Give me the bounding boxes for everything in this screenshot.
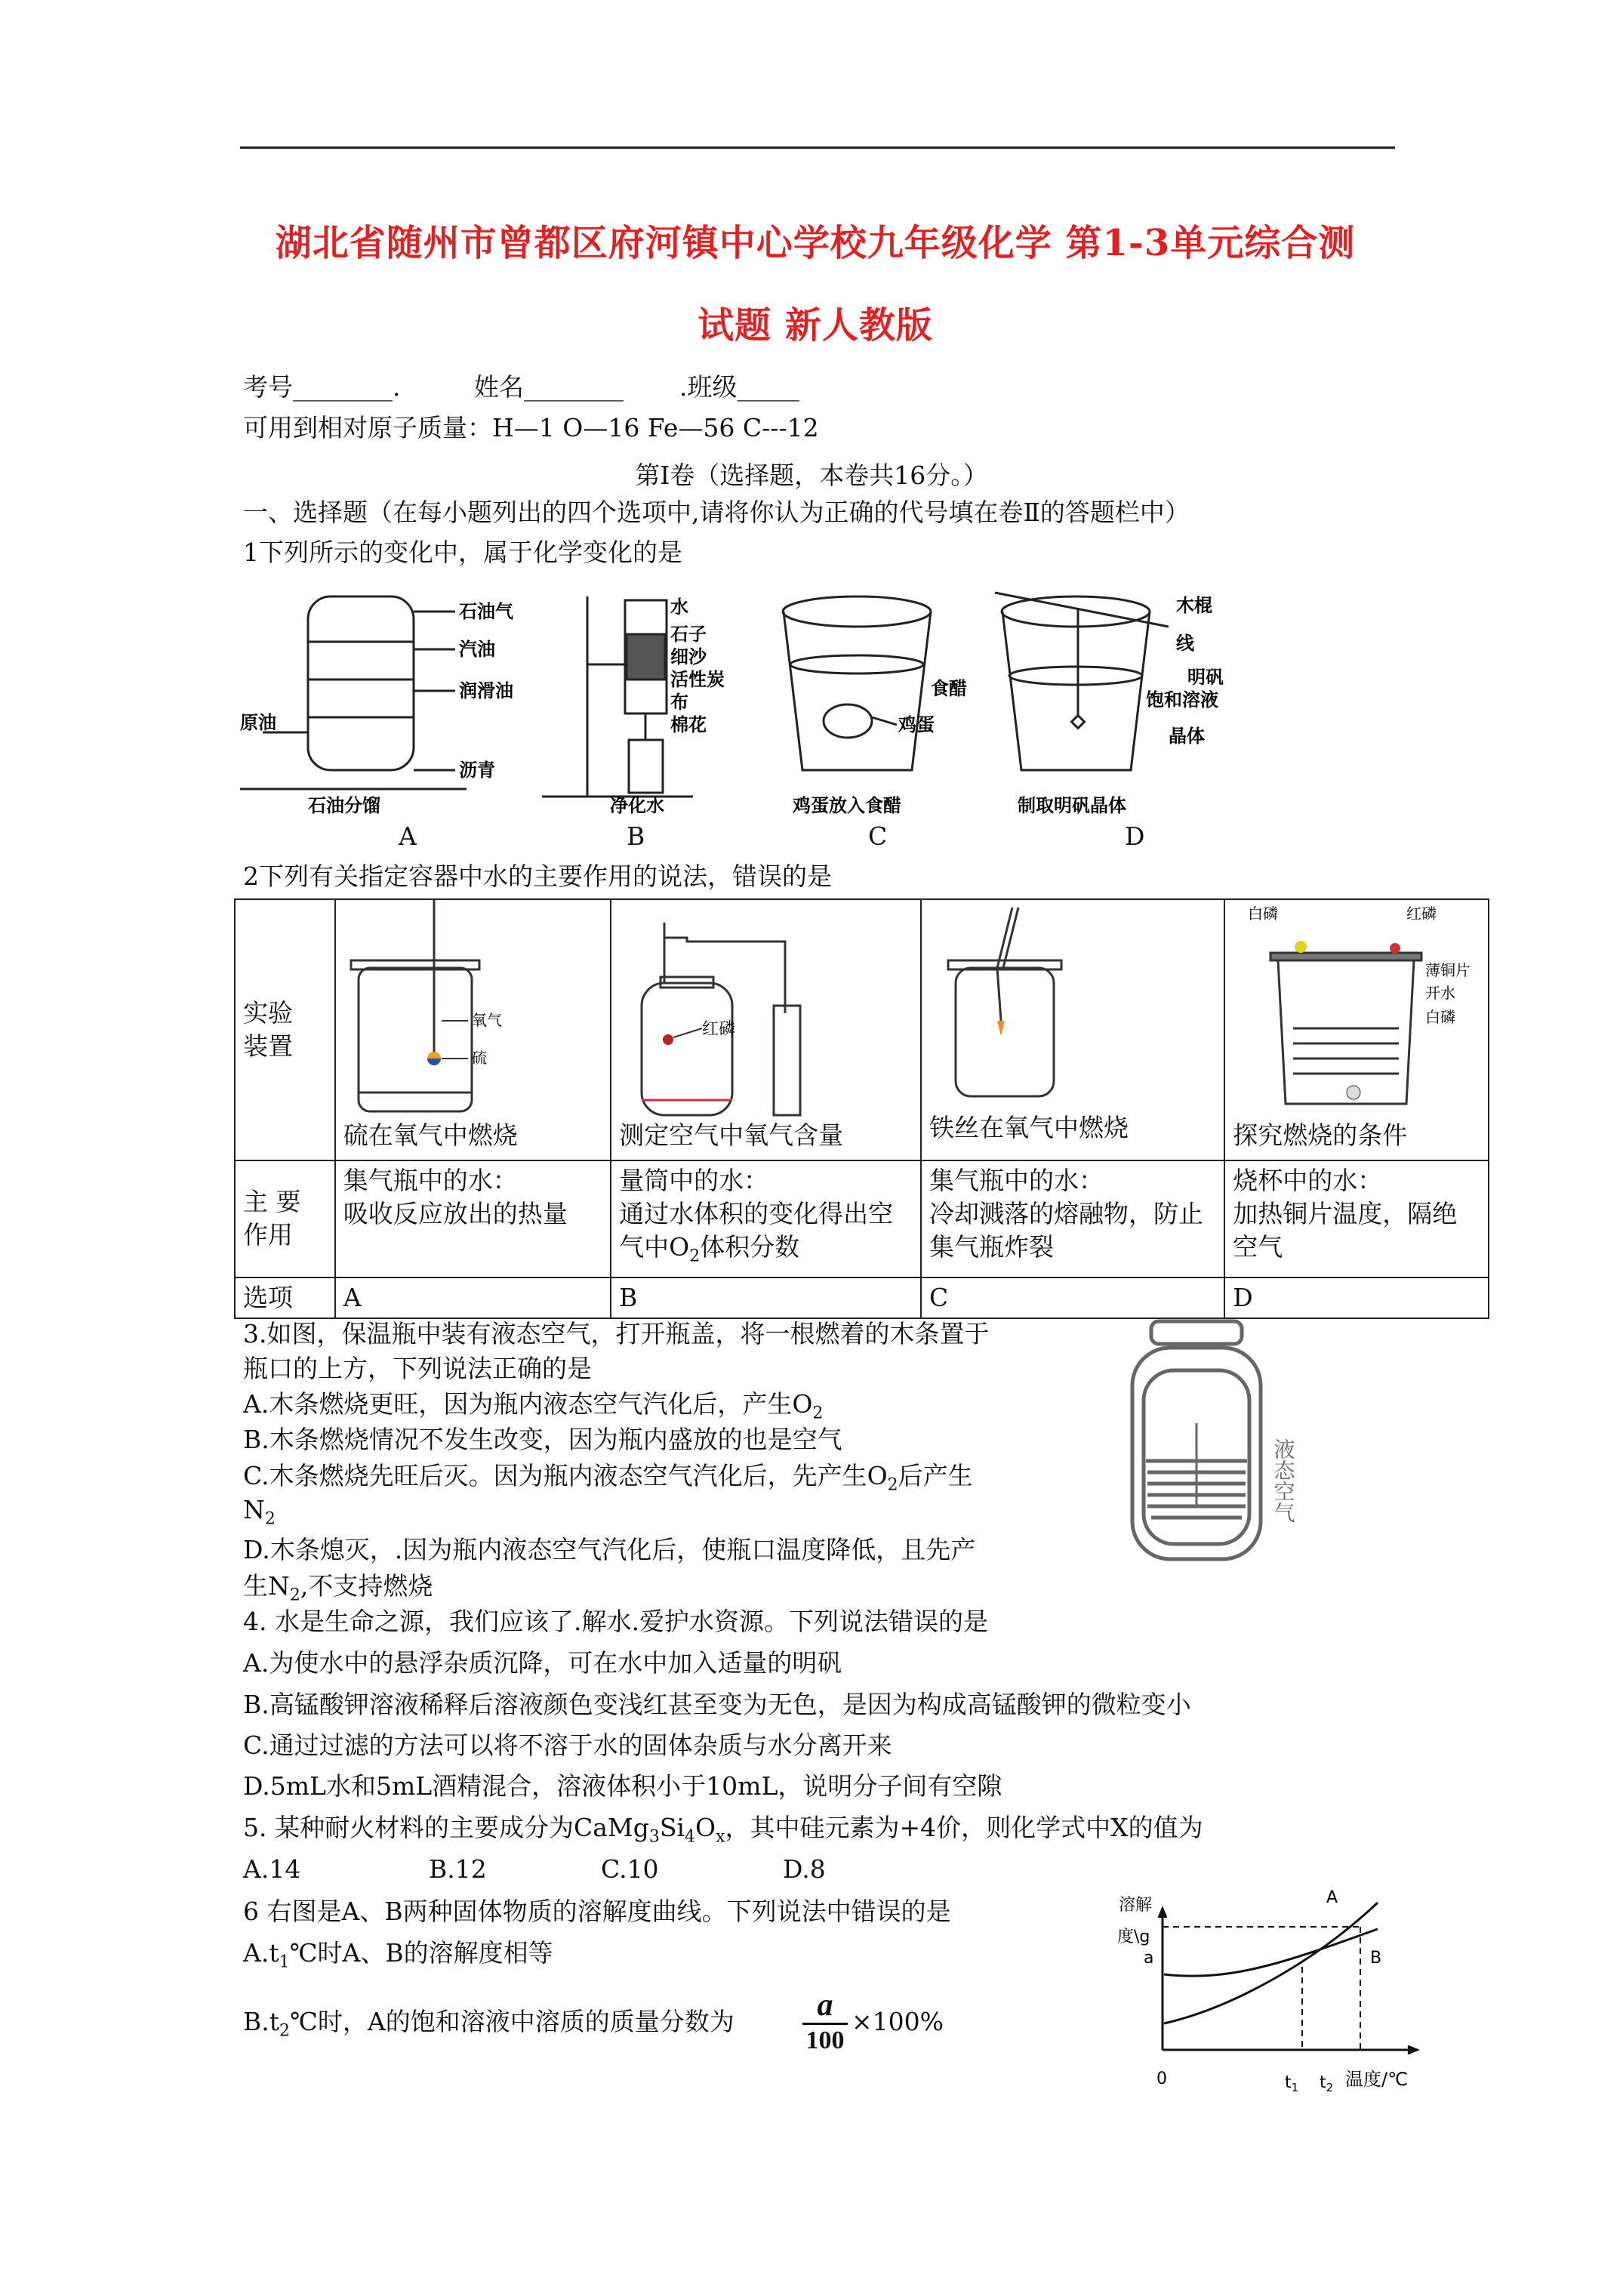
q3-option-c-2: $N_2$ [243,1495,276,1529]
q4-option-a: A.为使水中的悬浮杂质沉降，可在水中加入适量的明矾 [243,1648,842,1678]
q2-fig4-label-4: 白磷 [1425,1008,1456,1026]
q2-fig1-label-1: 硫 [471,1049,487,1067]
q1-fig-c [783,596,931,770]
q4-stem: 4. 水是生命之源，我们应该了.解水.爱护水资源。下列说法错误的是 [243,1607,988,1636]
q2-caption-1: 硫在氧气中燃烧 [343,1120,518,1150]
q2-option-d: D [1224,1277,1489,1318]
q2-fig4-label-2: 薄铜片 [1425,961,1471,979]
q1d-label-1: 线 [1176,633,1194,654]
q5-option-c: C.10 [601,1854,659,1884]
q2-device-2 [611,899,921,1160]
q3-stem-1: 3.如图，保温瓶中装有液态空气，打开瓶盖，将一根燃着的木条置于 [243,1319,990,1348]
q2-option-b: B [611,1277,921,1318]
q2-role-title-3: 集气瓶中的水： [929,1166,1104,1195]
q2-fig-combustion [1225,900,1474,1119]
q6-option-a: $A.t_1℃$时A、B的溶解度相等 [243,1938,553,1972]
class-field: .班级_____ [679,372,799,402]
header-rule [240,146,1395,149]
q1c-label-0: 食醋 [931,678,967,699]
q6-graph-curve-b-label: B [1370,1949,1382,1968]
q3-option-b: B.木条燃烧情况不发生改变，因为瓶内盛放的也是空气 [243,1425,842,1454]
q1b-caption: 净化水 [610,795,664,816]
curve-a [1164,1903,1378,2023]
q4-option-d: D.5mL水和5mL酒精混合，溶液体积小于10mL，说明分子间有空隙 [243,1771,1002,1801]
q1d-label-2: 明矾 [1187,667,1224,688]
atomic-masses: 可用到相对原子质量：H—1 O—16 Fe—56 C---12 [243,413,819,442]
q3-thermos-figure [1117,1318,1329,1567]
section-title: 第Ⅰ卷（选择题，本卷共16分。） [635,461,988,490]
q1a-label-1: 汽油 [459,639,495,660]
q6-fraction [802,1988,848,2057]
q1-letter-d: D [1125,821,1145,851]
q2-role-4 [1224,1160,1489,1277]
q6-stem: 6 右图是A、B两种固体物质的溶解度曲线。下列说法中错误的是 [243,1897,951,1926]
q6-graph-xlabel: 温度/℃ [1345,2069,1409,2090]
q2-fig-iron [922,900,1209,1119]
q2-header-device: 实验 装置 [235,899,335,1160]
q6-option-b: $B.t_2℃$时，A的饱和溶液中溶质的质量分数为 [243,2007,735,2041]
q2-caption-3: 铁丝在氧气中燃烧 [929,1113,1129,1142]
page-title-line1: 湖北省随州市曾都区府河镇中心学校九年级化学 第1-3单元综合测 [275,222,1356,264]
q2-option-a: A [335,1277,611,1318]
q4-option-b: B.高锰酸钾溶液稀释后溶液颜色变浅红甚至变为无色，是因为构成高锰酸钾的微粒变小 [243,1690,1191,1719]
q1-fig-d [995,593,1169,770]
q1b-label-1: 石子 [670,624,707,645]
q1a-label-0: 石油气 [459,601,513,622]
q2-role-text-4: 加热铜片温度，隔绝空气 [1233,1199,1458,1262]
q2-role-text-3: 冷却溅落的熔融物，防止集气瓶炸裂 [929,1199,1203,1262]
q2-fig4-label-0: 白磷 [1248,905,1279,923]
q6-graph-origin: 0 [1156,2069,1167,2088]
q2-role-1 [335,1160,611,1277]
q2-table [234,898,1489,1319]
q3-stem-2: 瓶口的上方，下列说法正确的是 [243,1354,592,1383]
q1b-label-4: 布 [670,692,688,713]
q1c-caption: 鸡蛋放入食醋 [793,795,901,816]
q2-role-title-4: 烧杯中的水： [1233,1166,1383,1195]
q6-graph-a-label: a [1144,1949,1154,1968]
exam-id-field: 考号________. [243,372,401,402]
q2-fig1-label-0: 氧气 [471,1011,502,1029]
q1d-label-4: 晶体 [1169,726,1205,747]
section-instruction: 一、选择题（在每小题列出的四个选项中,请将你认为正确的代号填在卷Ⅱ的答题栏中） [243,498,1190,527]
q2-option-c: C [921,1277,1224,1318]
q1d-label-3: 饱和溶液 [1146,689,1218,710]
q2-fig-sulfur [336,900,596,1119]
q1-stem: 1下列所示的变化中，属于化学变化的是 [243,538,682,567]
q4-option-c: C.通过过滤的方法可以将不溶于水的固体杂质与水分离开来 [243,1730,892,1760]
q2-fig-redphosphorus [611,900,904,1119]
q2-fig4-label-1: 红磷 [1406,905,1437,923]
q1a-label-3: 原油 [240,712,276,733]
q1b-label-5: 棉花 [670,714,707,735]
page-title-line2: 试题 新人教版 [698,304,933,347]
q2-role-3 [921,1160,1224,1277]
q5-stem: 5. 某种耐火材料的主要成分为$CaMg_3Si_4O_x$，其中硅元素为+4价，则化学式中X的值为 [243,1813,1203,1847]
q6-graph-t2: $t_2$ [1320,2073,1334,2094]
q2-header-option: 选项 [235,1277,335,1318]
q1a-caption: 石油分馏 [308,795,380,816]
q1d-label-0: 木棍 [1176,595,1212,616]
q1a-label-4: 沥青 [459,760,495,781]
q1a-label-2: 润滑油 [459,680,513,701]
q6-graph-ylabel-1: 溶解 [1119,1896,1153,1915]
q1-letter-b: B [627,821,645,851]
q2-device-1 [335,899,611,1160]
q5-option-a: A.14 [243,1854,301,1884]
q1-fig-a [240,596,467,789]
q5-option-b: B.12 [429,1854,487,1884]
q2-role-text-2: 通过水体积的变化得出空气中$O_2$体积分数 [619,1199,894,1266]
q3-option-d-1: D.木条熄灭，.因为瓶内液态空气汽化后，使瓶口温度降低，且先产 [243,1535,976,1564]
q2-role-title-2: 量筒中的水： [619,1166,769,1195]
q2-fig4-label-3: 开水 [1425,984,1456,1002]
q2-caption-4: 探究燃烧的条件 [1233,1120,1408,1150]
q2-caption-2: 测定空气中氧气含量 [619,1120,844,1150]
q3-fig-label: 液态空气 [1270,1438,1296,1523]
q1b-label-2: 细沙 [670,646,707,667]
name-field: 姓名________ [474,372,624,402]
q5-option-d: D.8 [783,1854,826,1884]
q6-solubility-graph [1117,1888,1434,2114]
q3-option-a: A.木条燃烧更旺，因为瓶内液态空气汽化后，产生$O_2$ [243,1389,824,1423]
q2-role-2 [611,1160,921,1277]
q2-stem: 2下列有关指定容器中水的主要作用的说法，错误的是 [243,861,832,891]
q2-role-text-1: 吸收反应放出的热量 [343,1199,568,1228]
q1-figures [240,581,1252,823]
q1b-label-3: 活性炭 [670,669,725,690]
q3-option-c-1: C.木条燃烧先旺后灭。因为瓶内液态空气汽化后，先产生$O_2$后产生 [243,1461,973,1495]
curve-b [1164,1929,1378,1976]
q1d-caption: 制取明矾晶体 [1018,795,1126,816]
q3-option-d-2: 生$N_2$,不支持燃烧 [243,1571,433,1605]
q2-header-role: 主 要 作用 [235,1160,335,1277]
q6-graph-t1: $t_1$ [1285,2073,1299,2094]
q1b-label-0: 水 [670,596,688,618]
q2-device-4 [1224,899,1489,1160]
q6-fraction-numerator: a [817,1988,833,2023]
q2-fig2-label-0: 红磷 [702,1020,736,1039]
q6-graph-ylabel-2: 度\g [1117,1928,1150,1946]
q2-device-3 [921,899,1224,1160]
q6-fraction-denominator: 100 [802,2023,848,2057]
q2-role-title-1: 集气瓶中的水： [343,1166,518,1195]
q1c-label-1: 鸡蛋 [898,714,935,735]
q6-graph-curve-a-label: A [1326,1888,1338,1907]
q1-letter-c: C [868,821,888,851]
q6-option-b-tail: ×100% [852,2007,944,2036]
q1-letter-a: A [399,821,417,851]
